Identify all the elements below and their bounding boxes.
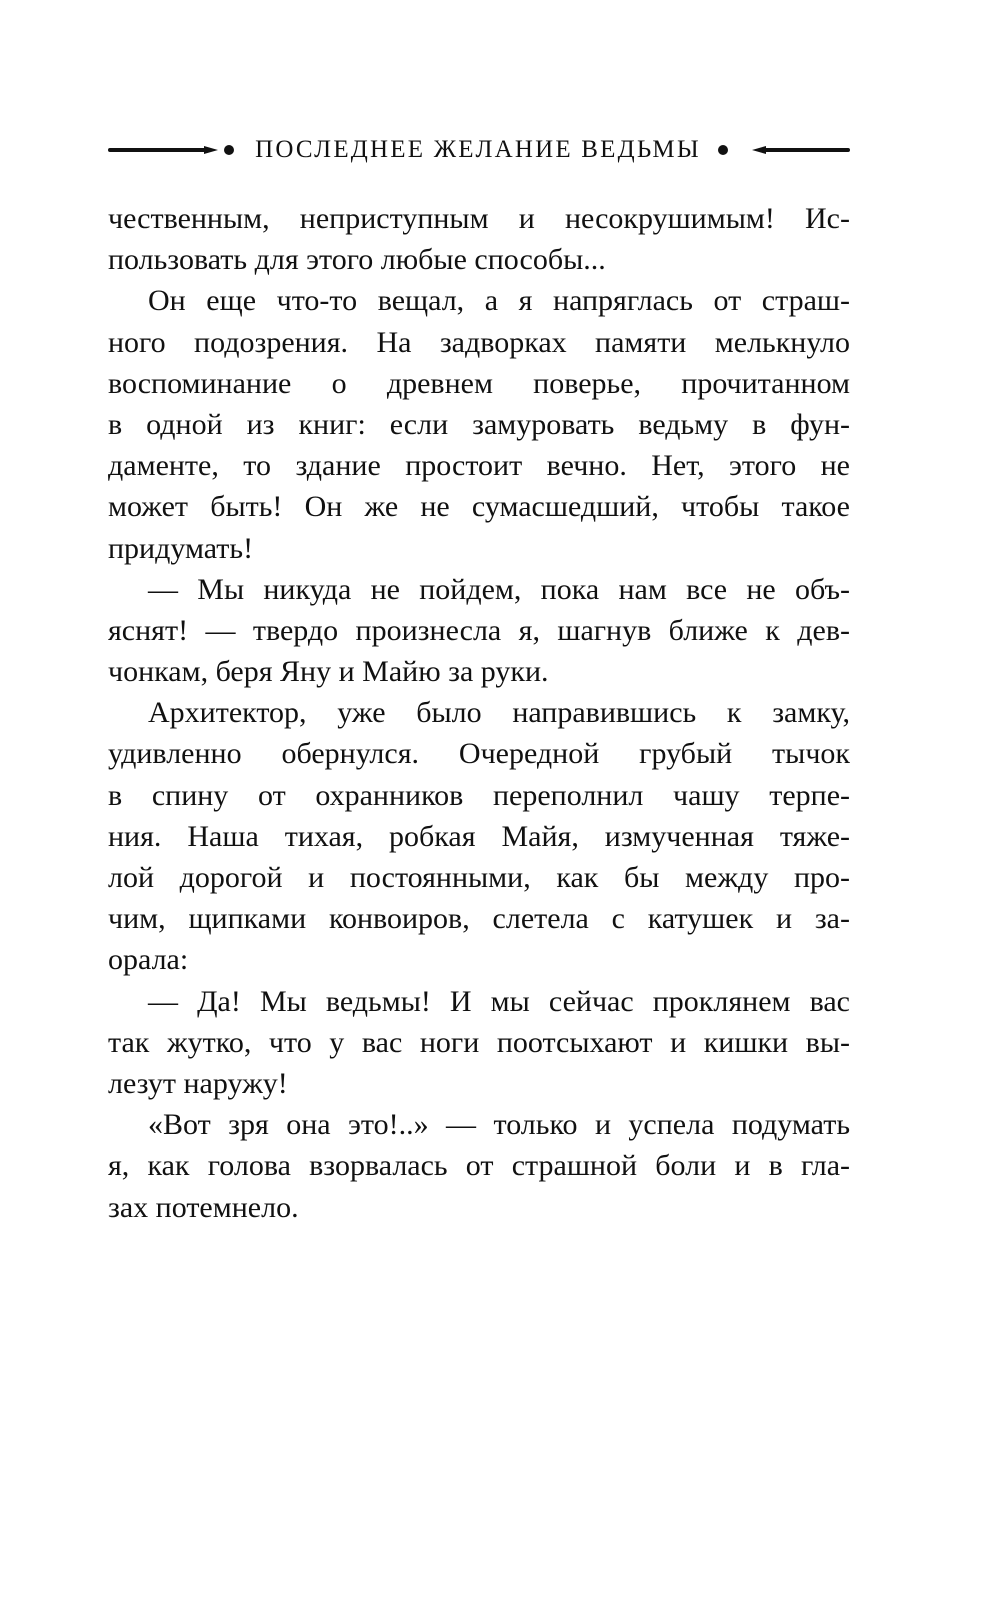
text-line: пользовать для этого любые способы... <box>108 243 606 277</box>
left-ornament-tip <box>204 146 218 154</box>
text-line: может быть! Он же не сумасшедший, чтобы такое <box>108 490 850 524</box>
text-line: чественным, неприступным и несокрушимым! Ис- <box>108 202 850 235</box>
text-line: ного подозрения. На задворках памяти мелькнуло <box>108 325 850 359</box>
text-line: чим, щипками конвоиров, слетела с катушек и за- <box>108 902 850 936</box>
text-line: яснят! — твердо произнесла я, шагнув ближе к дев- <box>108 613 850 647</box>
left-ornament-rule <box>108 148 208 152</box>
text-line: так жутко, что у вас ноги поотсыхают и кишки вы- <box>108 1025 850 1059</box>
left-bullet-dot <box>224 145 234 155</box>
text-line: зах потемнело. <box>108 1190 299 1224</box>
running-header-title: ПОСЛЕДНЕЕ ЖЕЛАНИЕ ВЕДЬМЫ <box>255 136 701 163</box>
text-line: Он еще что-то вещал, а я напряглась от страш- <box>148 284 850 318</box>
text-line: ния. Наша тихая, робкая Майя, измученная тяже- <box>108 819 850 853</box>
text-line: лой дорогой и постоянными, как бы между про- <box>108 861 850 894</box>
right-bullet-dot <box>718 145 728 155</box>
text-line: Архитектор, уже было направившись к замку, <box>148 696 850 730</box>
text-line: я, как голова взорвалась от страшной боли и в гла- <box>108 1149 850 1183</box>
text-line: в одной из книг: если замуровать ведьму в фун- <box>108 407 850 441</box>
body-text <box>108 198 850 1228</box>
text-line: удивленно обернулся. Очередной грубый тычок <box>108 737 850 771</box>
text-line: — Мы никуда не пойдем, пока нам все не объ- <box>148 572 850 606</box>
running-header <box>108 136 850 164</box>
text-line: воспоминание о древнем поверье, прочитанном <box>108 366 850 400</box>
text-line: — Да! Мы ведьмы! И мы сейчас проклянем вас <box>148 984 850 1018</box>
text-line: «Вот зря она это!..» — только и успела подумать <box>148 1108 850 1142</box>
text-line: в спину от охранников переполнил чашу терпе- <box>108 778 850 812</box>
text-line: орала: <box>108 943 189 977</box>
text-line: лезут наружу! <box>108 1066 288 1100</box>
text-line: даменте, то здание простоит вечно. Нет, этого не <box>108 449 850 483</box>
text-line: придумать! <box>108 531 254 565</box>
right-ornament-rule <box>762 148 850 152</box>
text-line: чонкам, беря Яну и Майю за руки. <box>108 655 549 689</box>
